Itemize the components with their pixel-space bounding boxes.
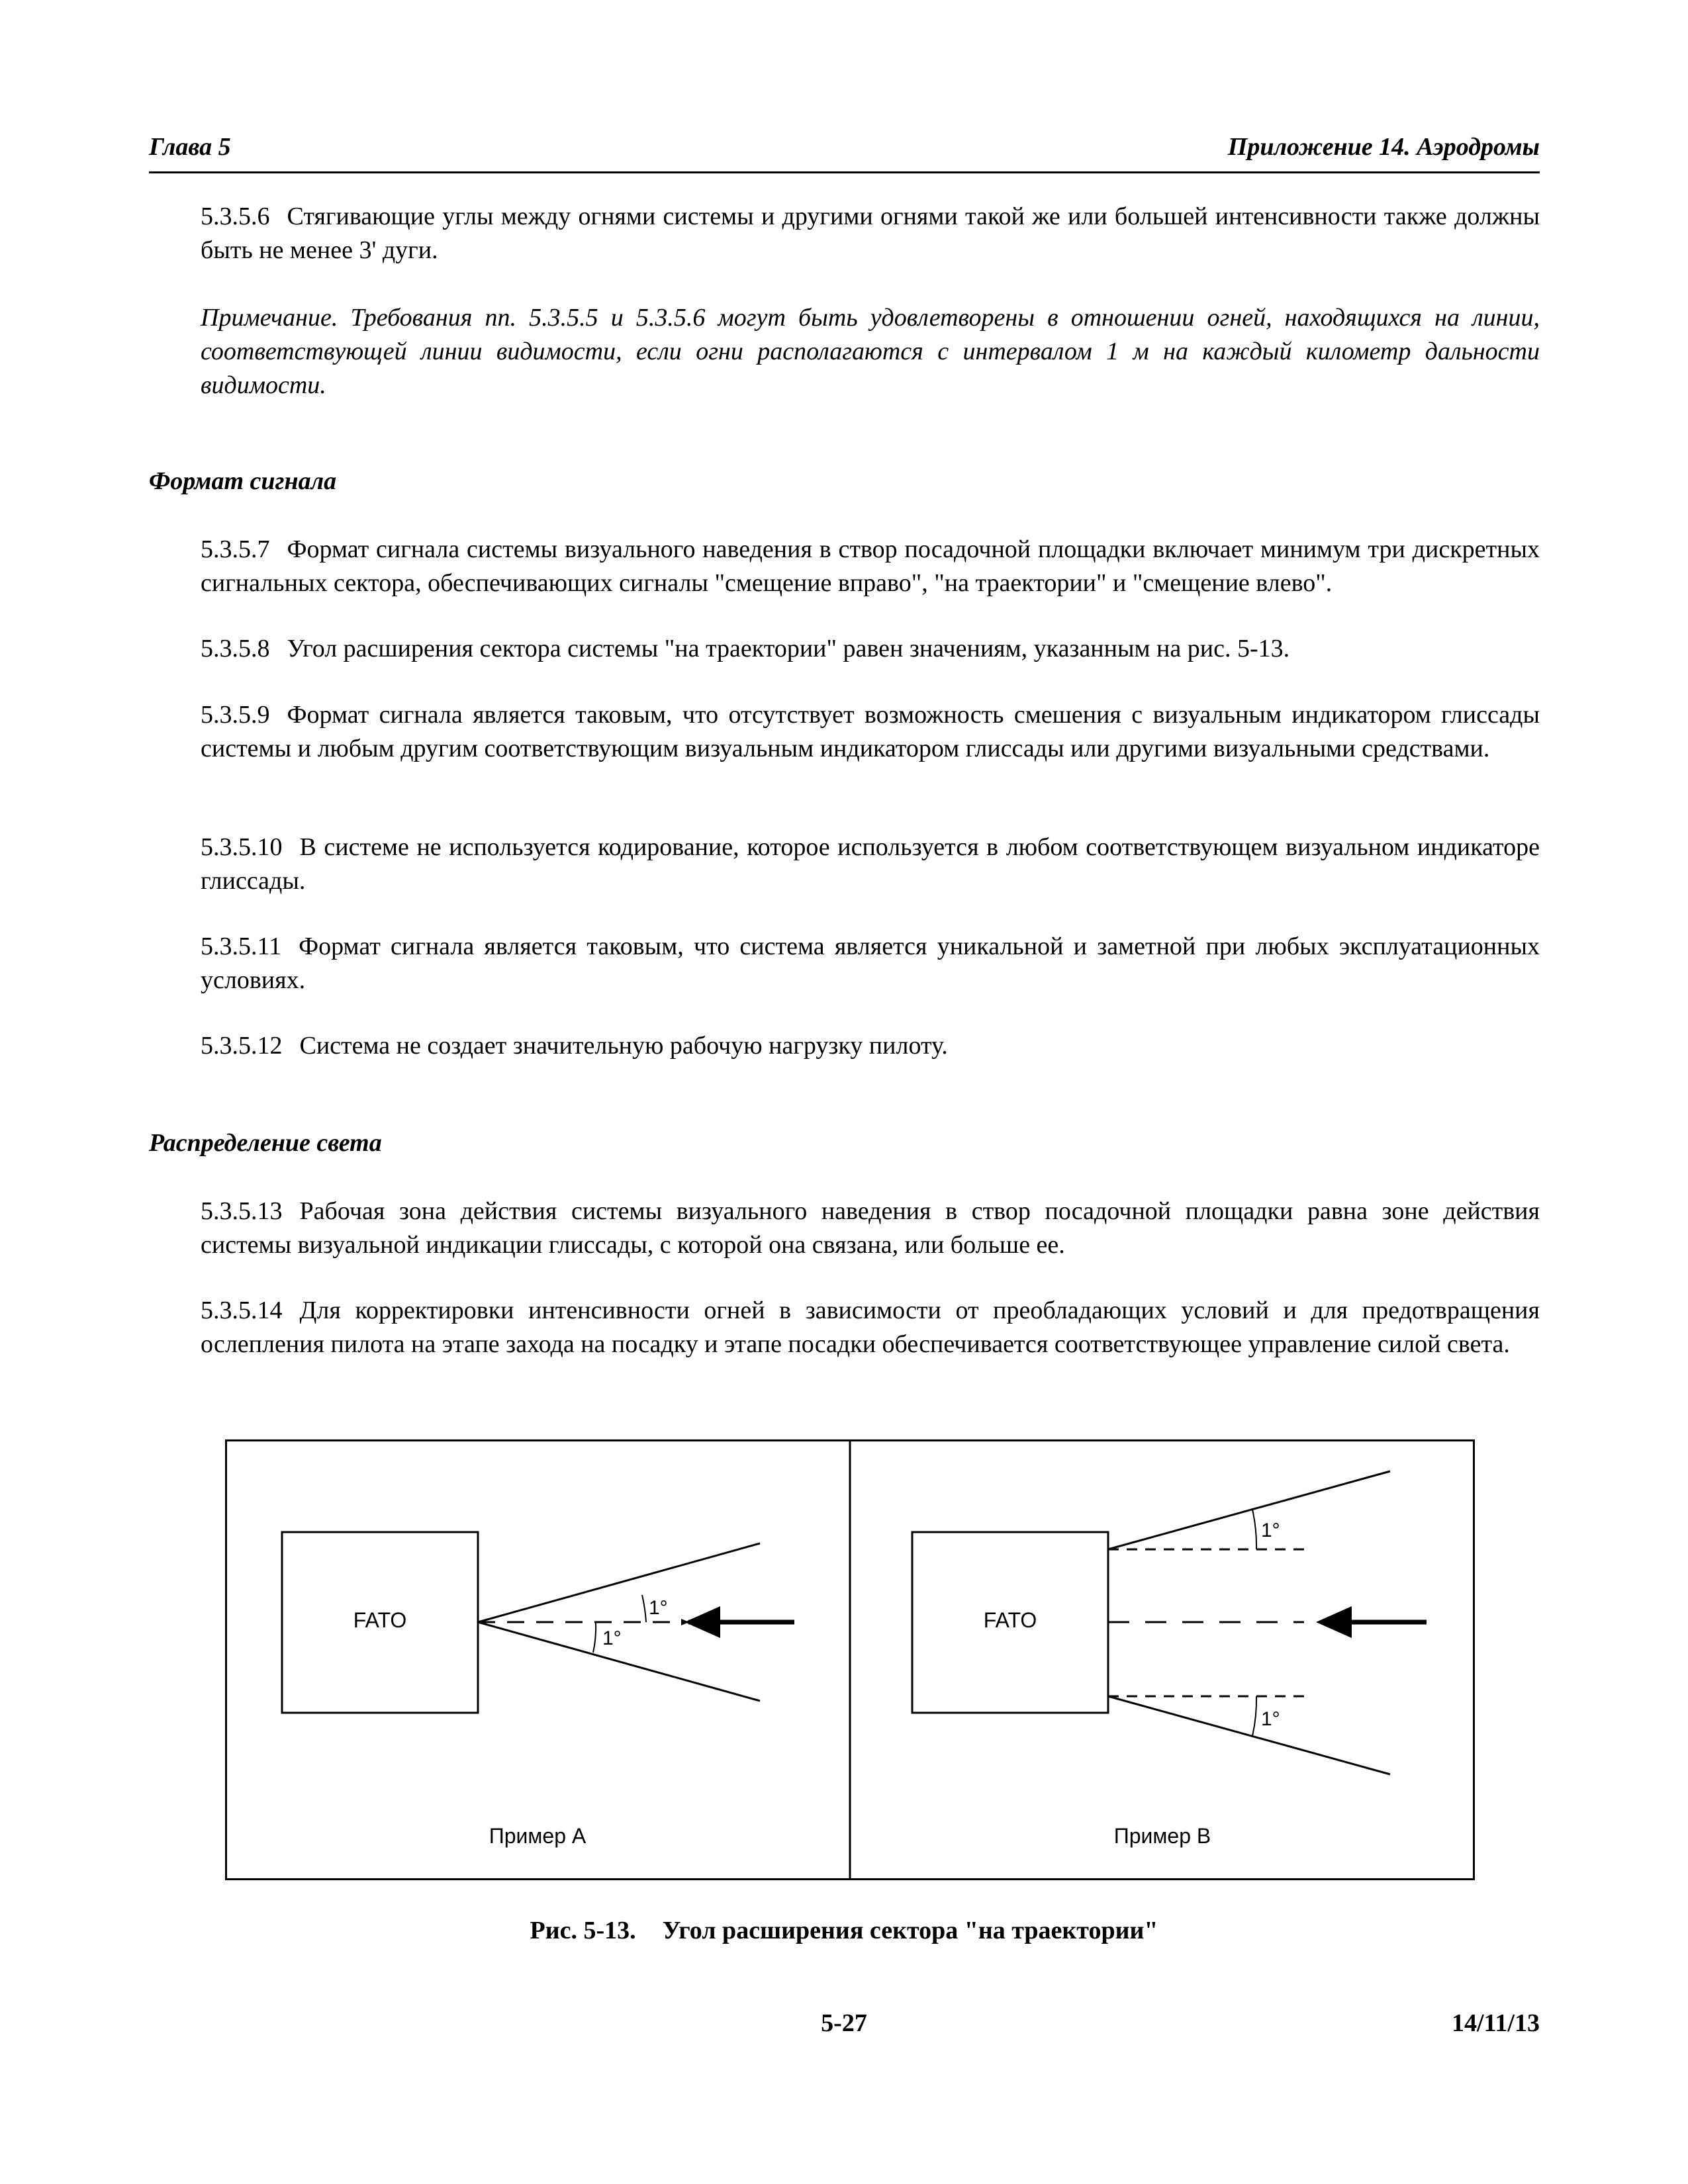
fato-label: FATO — [353, 1608, 407, 1632]
paragraph-5-3-5-8 — [149, 632, 1540, 666]
arrow-head — [1316, 1606, 1352, 1638]
paragraph-5-3-5-10 — [149, 831, 1540, 898]
paragraph-5-3-5-13 — [149, 1195, 1540, 1262]
paragraph-number: 5.3.5.10 — [201, 833, 283, 861]
section-heading-signal-format: Формат сигнала — [149, 467, 337, 495]
example-b-label: Пример В — [1113, 1824, 1211, 1848]
page-number: 5-27 — [821, 2009, 867, 2037]
paragraph-5-3-5-7 — [149, 533, 1540, 600]
paragraph-number: 5.3.5.7 — [201, 535, 270, 563]
paragraph-number: 5.3.5.12 — [201, 1032, 283, 1060]
paragraph-number: 5.3.5.13 — [201, 1197, 283, 1225]
paragraph-number: 5.3.5.14 — [201, 1297, 283, 1324]
paragraph-text: Система не создает значительную рабочую нагрузку пилоту. — [299, 1032, 948, 1060]
angle-label-lower: 1° — [602, 1627, 622, 1649]
running-header-chapter: Глава 5 — [149, 133, 231, 161]
fato-label: FATO — [983, 1608, 1037, 1632]
running-header-annex: Приложение 14. Аэродромы — [1227, 133, 1540, 161]
paragraph-5-3-5-11 — [149, 930, 1540, 997]
angle-arc-upper — [1252, 1510, 1256, 1549]
revision-date: 14/11/13 — [1451, 2009, 1540, 2037]
arrow-head — [684, 1606, 720, 1638]
paragraph-number: 5.3.5.11 — [201, 933, 282, 960]
figure-title: Угол расширения сектора "на траектории" — [662, 1917, 1158, 1944]
note-paragraph — [149, 301, 1540, 402]
figure-number: Рис. 5-13. — [530, 1917, 636, 1944]
example-a-label: Пример А — [489, 1824, 586, 1848]
paragraph-number: 5.3.5.9 — [201, 701, 270, 729]
paragraph-text: В системе не используется кодирование, которое используется в любом соответствующем визуальном индикаторе глиссады. — [201, 833, 1540, 895]
note-text: Примечание. Требования пп. 5.3.5.5 и 5.3.5.6 могут быть удовлетворены в отношении огней, находящихся на линии, соответствующей линии видимости, если огни располагаются с интервалом 1 м на каждый километр дальности видимости. — [201, 304, 1540, 399]
paragraph-text: Для корректировки интенсивности огней в зависимости от преобладающих условий и для предотвращения ослепления пилота на этапе захода на посадку и этапе посадки обеспечивается соответствующее управление силой света. — [201, 1297, 1540, 1358]
panel-b — [912, 1471, 1427, 1848]
paragraph-text: Угол расширения сектора системы "на траектории" равен значениям, указанным на рис. 5-13. — [287, 635, 1290, 662]
paragraph-5-3-5-14 — [149, 1294, 1540, 1361]
paragraph-text: Формат сигнала системы визуального наведения в створ посадочной площадки включает минимум три дискретных сигнальных сектора, обеспечивающих сигналы "смещение вправо", "на траектории" и "смещение влево". — [201, 535, 1540, 597]
paragraph-5-3-5-9 — [149, 698, 1540, 766]
paragraph-text: Формат сигнала является таковым, что система является уникальной и заметной при любых эксплуатационных условиях. — [201, 933, 1540, 994]
paragraph-text: Стягивающие углы между огнями системы и другими огнями такой же или большей интенсивности также должны быть не менее 3' дуги. — [201, 203, 1540, 264]
angle-arc-upper — [642, 1595, 646, 1622]
figure-5-13 — [225, 1439, 1475, 1880]
panel-a — [282, 1532, 794, 1848]
sector-lower-boundary — [1108, 1696, 1390, 1774]
paragraph-number: 5.3.5.8 — [201, 635, 270, 662]
angle-arc-lower — [1252, 1696, 1256, 1736]
paragraph-number: 5.3.5.6 — [201, 203, 270, 230]
figure-caption — [0, 1916, 1688, 1945]
sector-upper-boundary — [1108, 1471, 1390, 1549]
angle-arc-lower — [593, 1622, 596, 1653]
paragraph-5-3-5-6 — [149, 200, 1540, 267]
section-heading-light-distribution: Распределение света — [149, 1129, 382, 1157]
paragraph-text: Формат сигнала является таковым, что отсутствует возможность смешения с визуальным индикатором глиссады системы и любым другим соответствующим визуальным индикатором глиссады или другими визуальными средствами. — [201, 701, 1540, 762]
paragraph-text: Рабочая зона действия системы визуального наведения в створ посадочной площадки равна зоне действия системы визуальной индикации глиссады, с которой она связана, или больше ее. — [201, 1197, 1540, 1259]
angle-label-upper: 1° — [1261, 1520, 1280, 1541]
angle-label-upper: 1° — [649, 1597, 668, 1619]
paragraph-5-3-5-12 — [149, 1029, 1540, 1063]
angle-label-lower: 1° — [1261, 1708, 1280, 1730]
header-rule — [149, 171, 1540, 173]
